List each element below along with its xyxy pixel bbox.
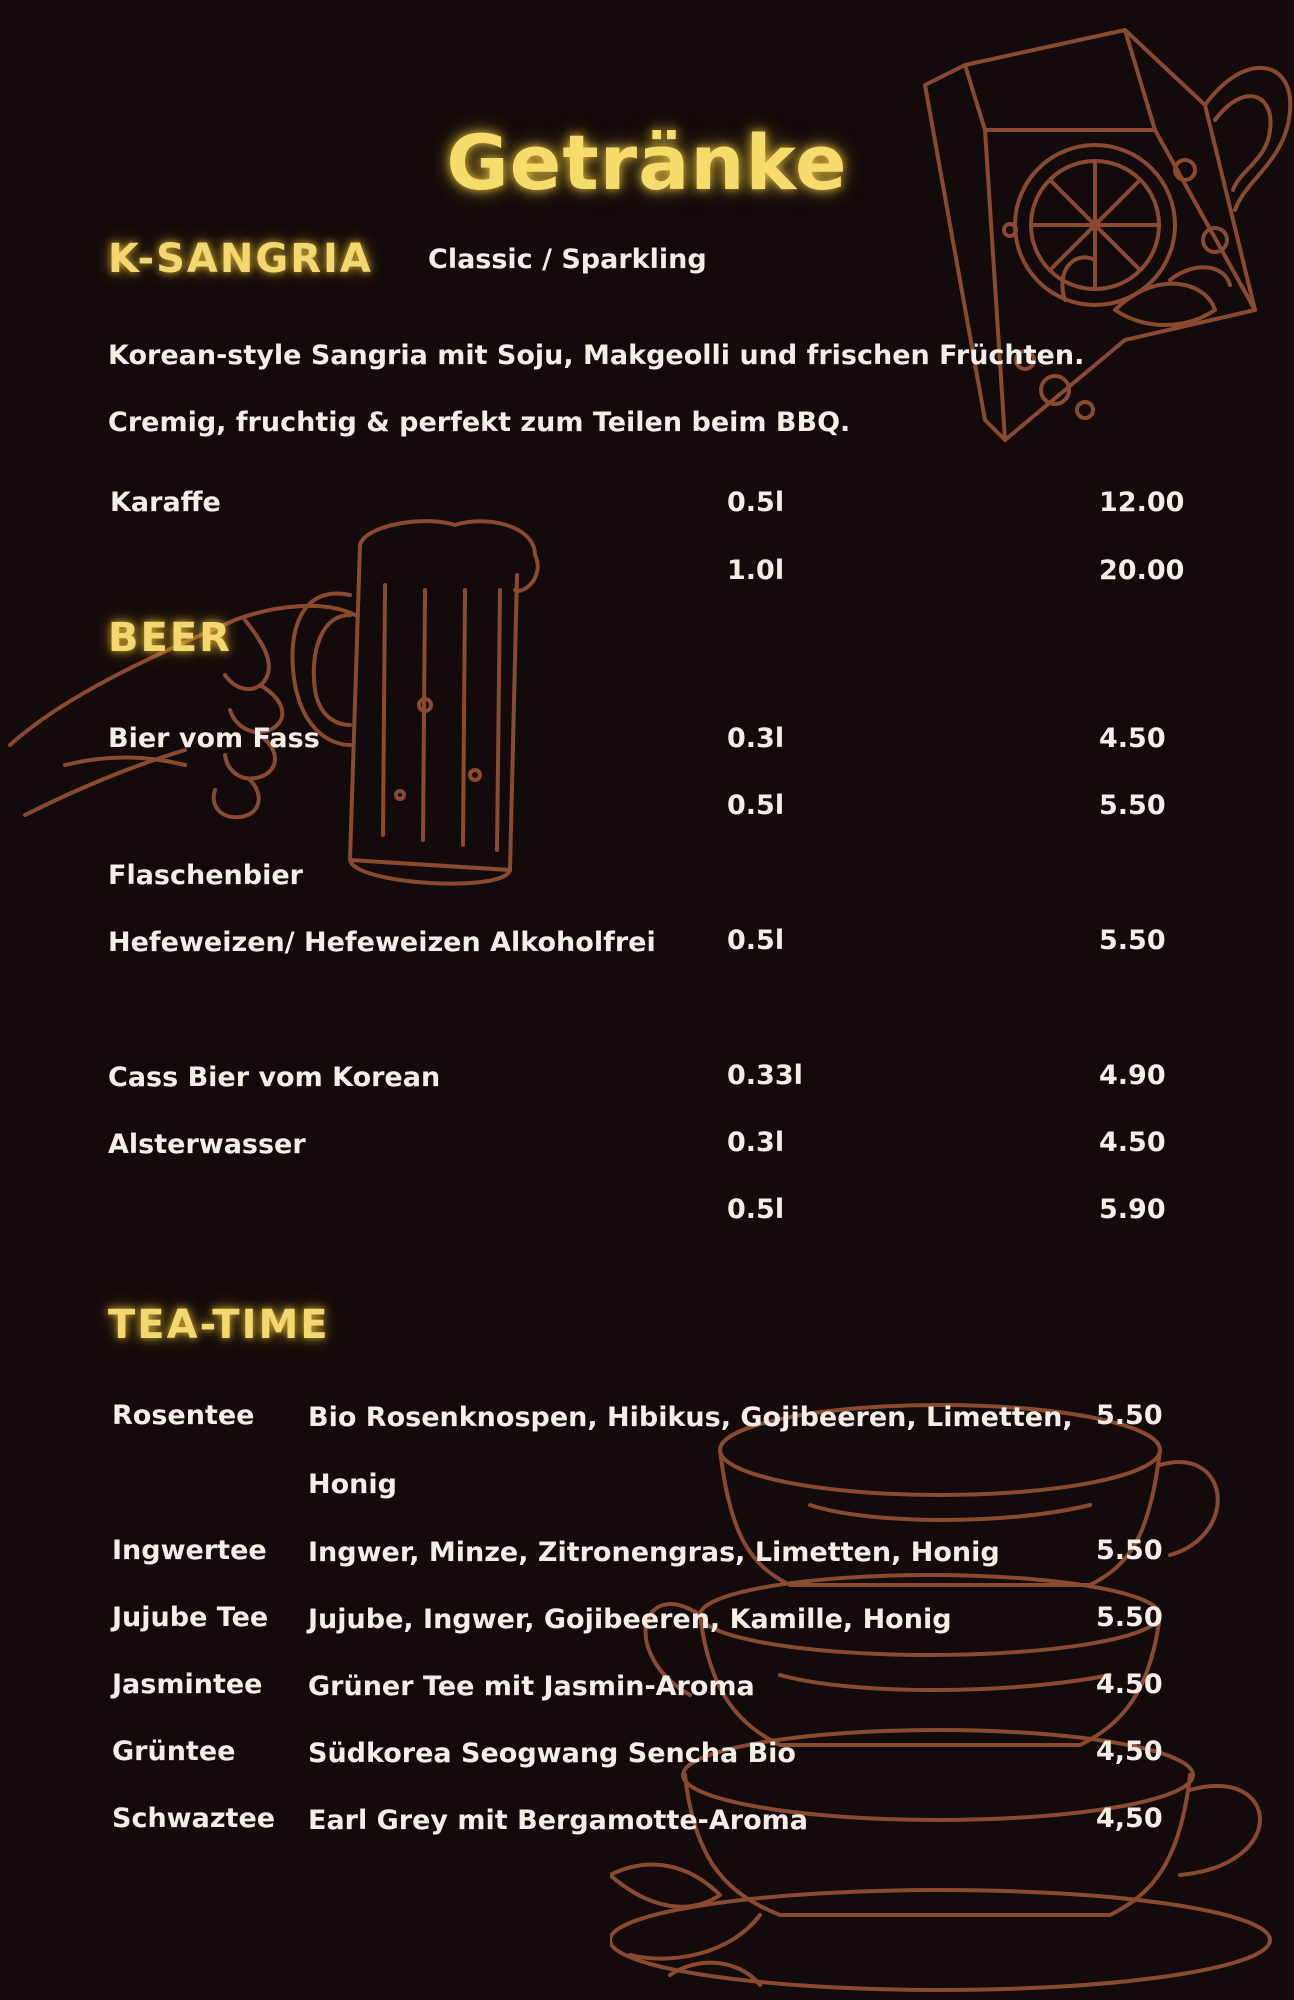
sangria-description: Cremig, fruchtig & perfekt zum Teilen beim BBQ. bbox=[108, 407, 851, 438]
sangria-price: 12.00 bbox=[1099, 487, 1185, 518]
beer-item-price: 5.50 bbox=[1099, 925, 1166, 956]
sangria-price: 20.00 bbox=[1099, 555, 1185, 586]
tea-item-description: Grüner Tee mit Jasmin-Aroma bbox=[308, 1671, 755, 1702]
tea-item-name: Jasmintee bbox=[112, 1669, 263, 1700]
beer-item-size: 0.3l bbox=[727, 1127, 785, 1158]
tea-item-description: Bio Rosenknospen, Hibikus, Gojibeeren, Limetten, bbox=[308, 1402, 1073, 1433]
beer-item-size: 0.5l bbox=[727, 1194, 785, 1225]
tea-item-price: 5.50 bbox=[1096, 1400, 1163, 1431]
sangria-description: Korean-style Sangria mit Soju, Makgeolli und frischen Früchten. bbox=[108, 340, 1085, 371]
beer-mug-illustration bbox=[5, 515, 550, 895]
tea-item-description: Jujube, Ingwer, Gojibeeren, Kamille, Honig bbox=[308, 1604, 952, 1635]
tea-item-description: Earl Grey mit Bergamotte-Aroma bbox=[308, 1805, 809, 1836]
beer-item-size: 0.33l bbox=[727, 1060, 803, 1091]
sangria-item-name: Karaffe bbox=[110, 487, 221, 518]
tea-item-price: 5.50 bbox=[1096, 1602, 1163, 1633]
sangria-variants: Classic / Sparkling bbox=[428, 244, 707, 275]
sangria-size: 1.0l bbox=[727, 555, 785, 586]
beer-item-name: Alsterwasser bbox=[108, 1129, 306, 1160]
tea-heading: TEA-TIME bbox=[108, 1302, 330, 1348]
tea-item-price: 4,50 bbox=[1096, 1803, 1163, 1834]
beer-item-name: Bier vom Fass bbox=[108, 723, 320, 754]
tea-item-price: 5.50 bbox=[1096, 1535, 1163, 1566]
tea-item-description: Honig bbox=[308, 1469, 397, 1500]
beer-item-price: 5.50 bbox=[1099, 790, 1166, 821]
beer-item-name: Hefeweizen/ Hefeweizen Alkoholfrei bbox=[108, 927, 656, 958]
beer-item-price: 5.90 bbox=[1099, 1194, 1166, 1225]
beer-item-name: Cass Bier vom Korean bbox=[108, 1062, 441, 1093]
sangria-heading: K-SANGRIA bbox=[108, 236, 373, 282]
tea-item-name: Rosentee bbox=[112, 1400, 255, 1431]
sangria-size: 0.5l bbox=[727, 487, 785, 518]
beer-item-price: 4.50 bbox=[1099, 1127, 1166, 1158]
beer-item-size: 0.5l bbox=[727, 790, 785, 821]
tea-item-name: Ingwertee bbox=[112, 1535, 267, 1566]
beer-item-price: 4.90 bbox=[1099, 1060, 1166, 1091]
tea-item-description: Ingwer, Minze, Zitronengras, Limetten, Honig bbox=[308, 1537, 1000, 1568]
tea-item-name: Grüntee bbox=[112, 1736, 236, 1767]
tea-item-name: Schwaztee bbox=[112, 1803, 276, 1834]
tea-item-description: Südkorea Seogwang Sencha Bio bbox=[308, 1738, 796, 1769]
pitcher-illustration bbox=[915, 10, 1294, 450]
beer-item-size: 0.5l bbox=[727, 925, 785, 956]
beer-heading: BEER bbox=[108, 615, 232, 661]
tea-item-price: 4,50 bbox=[1096, 1736, 1163, 1767]
tea-item-price: 4.50 bbox=[1096, 1669, 1163, 1700]
beer-item-name: Flaschenbier bbox=[108, 860, 303, 891]
page-title: Getränke bbox=[446, 118, 848, 207]
tea-item-name: Jujube Tee bbox=[112, 1602, 269, 1633]
beer-item-price: 4.50 bbox=[1099, 723, 1166, 754]
beer-item-size: 0.3l bbox=[727, 723, 785, 754]
